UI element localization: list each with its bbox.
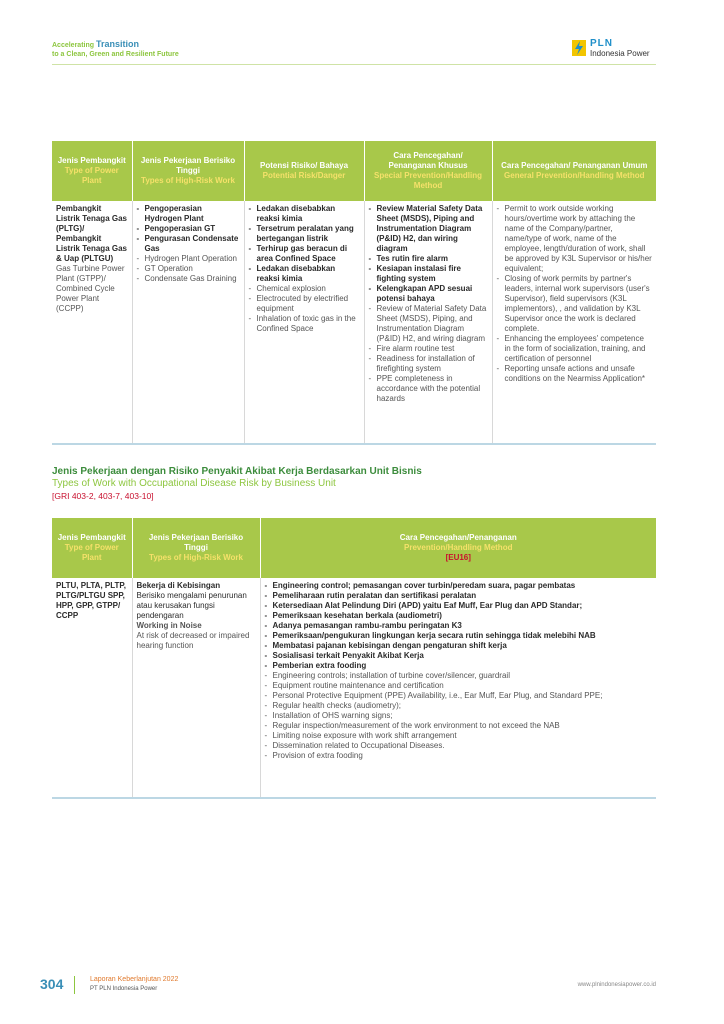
table-row [52,201,656,444]
list-item: - Fire alarm routine test [369,344,488,354]
list-item: - Chemical explosion [249,284,360,294]
list-item: - Enhancing the employees' competence in the form of socialization, training, and certification of personnel [497,334,653,364]
plant-cell: Pembangkit Listrik Tenaga Gas (PLTG)/ Pembangkit Listrik Tenaga Gas & Uap (PLTGU) Gas Turbine Power Plant (GTPP)/ Combined Cycle Power Plant (CCPP) [52,201,132,444]
list-item: - Tersetrum peralatan yang bertegangan listrik [249,224,360,244]
page-number: 304 [40,976,64,992]
col-plant-type: Jenis Pembangkit Type of Power Plant [52,518,132,578]
list-item: - Pengoperasian GT [137,224,240,234]
list-item: - PPE completeness in accordance with the potential hazards [369,374,488,404]
list-item: - Review of Material Safety Data Sheet (MSDS), Piping, and Instrumentation Diagram (P&ID) H2, and wiring diagram [369,304,488,344]
list-item: - Equipment routine maintenance and certification [265,681,653,691]
list-item: - Kelengkapan APD sesuai potensi bahaya [369,284,488,304]
gri-reference: [GRI 403-2, 403-7, 403-10] [52,491,154,501]
col-special-method: Cara Pencegahan/ Penanganan Khusus Special Prevention/Handling Method [364,141,492,201]
list-item: - Personal Protective Equipment (PPE) Availability, i.e., Ear Muff, Ear Plug, and Standard PPE; [265,691,653,701]
risk-cell [244,201,364,444]
list-item: - Ledakan disebabkan reaksi kimia [249,204,360,224]
list-item: - Ketersediaan Alat Pelindung Diri (APD) yaitu Eaf Muff, Ear Plug dan APD Standar; [265,601,653,611]
list-item: - Installation of OHS warning signs; [265,711,653,721]
page-footer [40,976,680,996]
logo-sub: Indonesia Power [590,49,650,58]
list-item: - Pengurasan Condensate Gas [137,234,240,254]
list-item: - Closing of work permits by partner's leaders, internal work supervisors (user's Supervisor), field supervisors (K3L implementors), , and validation by K3L Supervisor once the work is declared complete. [497,274,653,334]
list-item: - Electrocuted by electrified equipment [249,294,360,314]
plant-cell: PLTU, PLTA, PLTP, PLTG/PLTGU SPP, HPP, GPP, GTPP/ CCPP [52,578,132,798]
footer-divider [74,976,75,994]
list-item: - Condensate Gas Draining [137,274,240,284]
logo-brand: PLN [590,38,613,49]
col-plant-type: Jenis Pembangkit Type of Power Plant [52,141,132,201]
general-method-cell [492,201,656,444]
work-cell [132,201,244,444]
list-item: - Sosialisasi terkait Penyakit Akibat Kerja [265,651,653,661]
tagline-transition: Transition [95,39,139,49]
col-risk: Potensi Risiko/ Bahaya Potential Risk/Danger [244,141,364,201]
col-general-method: Cara Pencegahan/ Penanganan Umum General Prevention/Handling Method [492,141,656,201]
list-item: - Engineering controls; installation of turbine cover/silencer, guardrail [265,671,653,681]
table-row [52,578,656,798]
header-tagline: Accelerating Transition to a Clean, Green and Resilient Future [52,39,179,58]
list-item: - Pemeliharaan rutin peralatan dan sertifikasi peralatan [265,591,653,601]
tagline-line2: to a Clean, Green and Resilient Future [52,51,179,58]
list-item: - Membatasi pajanan kebisingan dengan pengaturan shift kerja [265,641,653,651]
list-item: - Ledakan disebabkan reaksi kimia [249,264,360,284]
method-cell [260,578,656,798]
list-item: - Inhalation of toxic gas in the Confined Space [249,314,360,334]
list-item: - Review Material Safety Data Sheet (MSDS), Piping and Instrumentation Diagram (P&ID) H2, dan wiring diagram [369,204,488,254]
list-item: - Dissemination related to Occupational Diseases. [265,741,653,751]
list-item: - Kesiapan instalasi fire fighting system [369,264,488,284]
work-cell: Bekerja di Kebisingan Berisiko mengalami penurunan atau kerusakan fungsi pendengaran Working in Noise At risk of decreased or impaired hearing function [132,578,260,798]
list-item: - Provision of extra fooding [265,751,653,761]
list-item: - GT Operation [137,264,240,274]
occupational-disease-table [52,518,656,799]
special-method-cell [364,201,492,444]
list-item: - Pemeriksaan kesehatan berkala (audiometri) [265,611,653,621]
list-item: - Permit to work outside working hours/overtime work by attaching the name of the Company/partner, name/type of work, name of the employee, length/duration of work, shall be approved by K3L Supervisor or his/her equivalent; [497,204,653,274]
lightning-logo-icon [572,40,586,56]
list-item: - Adanya pemasangan rambu-rambu peringatan K3 [265,621,653,631]
website-link[interactable]: www.plnindonesiapower.co.id [577,982,656,988]
list-item: - Readiness for installation of firefighting system [369,354,488,374]
high-risk-work-table [52,141,656,445]
list-item: - Terhirup gas beracun di area Confined Space [249,244,360,264]
list-item: - Tes rutin fire alarm [369,254,488,264]
list-item: - Regular inspection/measurement of the work environment to not exceed the NAB [265,721,653,731]
list-item: - Pengoperasian Hydrogen Plant [137,204,240,224]
company-name: PT PLN Indonesia Power [90,986,158,992]
list-item: - Regular health checks (audiometry); [265,701,653,711]
section-title [52,466,662,502]
section-title-id: Jenis Pekerjaan dengan Risiko Penyakit Akibat Kerja Berdasarkan Unit Bisnis [52,466,422,477]
report-title: Laporan Keberlanjutan 2022 [90,976,179,983]
col-method: Cara Pencegahan/Penanganan Prevention/Handling Method [EU16] [260,518,656,578]
pln-logo [572,38,662,60]
list-item: - Engineering control; pemasangan cover turbin/peredam suara, pagar pembatas [265,581,653,591]
col-work-type: Jenis Pekerjaan Berisiko Tinggi Types of High-Risk Work [132,141,244,201]
list-item: - Limiting noise exposure with work shift arrangement [265,731,653,741]
section-title-en: Types of Work with Occupational Disease Risk by Business Unit [52,478,336,489]
list-item: - Pemberian extra fooding [265,661,653,671]
header-divider [52,64,656,65]
list-item: - Hydrogen Plant Operation [137,254,240,264]
list-item: - Pemeriksaan/pengukuran lingkungan kerja secara rutin sehingga tidak melebihi NAB [265,631,653,641]
list-item: - Reporting unsafe actions and unsafe conditions on the Nearmiss Application* [497,364,653,384]
col-work-type: Jenis Pekerjaan Berisiko Tinggi Types of High-Risk Work [132,518,260,578]
